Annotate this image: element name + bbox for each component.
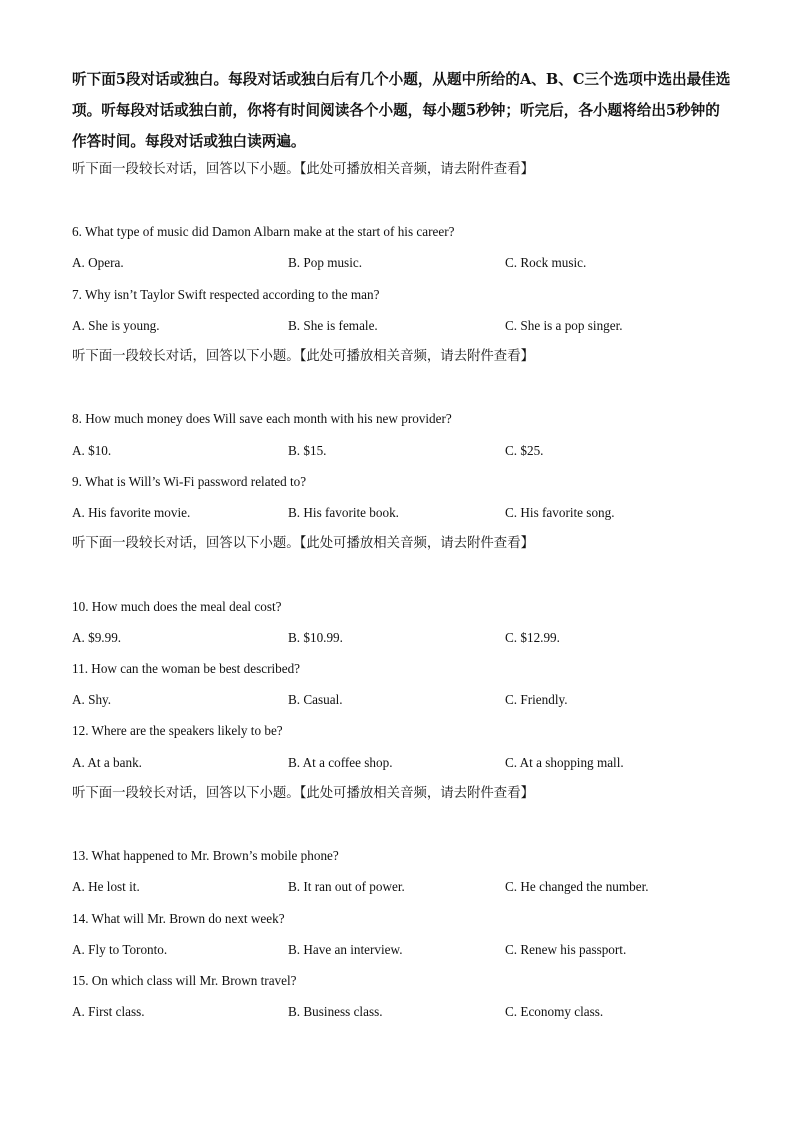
q15-option-a[interactable]: A. First class. bbox=[72, 1004, 145, 1019]
q13-option-c[interactable]: C. He changed the number. bbox=[505, 879, 649, 894]
question-7: 7. Why isn’t Taylor Swift respected according to the man? bbox=[72, 287, 380, 302]
q7-option-b[interactable]: B. She is female. bbox=[288, 318, 378, 333]
q6-option-b[interactable]: B. Pop music. bbox=[288, 255, 363, 270]
q13-option-b[interactable]: B. It ran out of power. bbox=[288, 879, 405, 894]
q9-option-a[interactable]: A. His favorite movie. bbox=[72, 505, 191, 520]
section-intro-1: 听下面一段较长对话，回答以下小题。【此处可播放相关音频，请去附件查看】 bbox=[72, 162, 534, 177]
question-9: 9. What is Will’s Wi-Fi password related to? bbox=[72, 474, 307, 489]
q11-option-b[interactable]: B. Casual. bbox=[288, 692, 343, 707]
q9-option-b[interactable]: B. His favorite book. bbox=[288, 505, 399, 520]
q12-option-c[interactable]: C. At a shopping mall. bbox=[505, 755, 624, 770]
section-intro-2: 听下面一段较长对话，回答以下小题。【此处可播放相关音频，请去附件查看】 bbox=[72, 349, 534, 364]
q6-option-c[interactable]: C. Rock music. bbox=[505, 255, 587, 270]
q11-option-a[interactable]: A. Shy. bbox=[72, 692, 112, 707]
listening-instructions: 听下面5段对话或独白。每段对话或独白后有几个小题，从题中所给的A、B、C三个选项中选出最佳选项。听每段对话或独白前，你将有时间阅读各个小题，每小题5秒钟；听完后，各小题将给出5秒钟的作答时间。每段对话或独白读两遍。 bbox=[72, 71, 731, 150]
question-15: 15. On which class will Mr. Brown travel? bbox=[72, 973, 297, 988]
q13-option-a[interactable]: A. He lost it. bbox=[72, 879, 140, 894]
q7-option-c[interactable]: C. She is a pop singer. bbox=[505, 318, 623, 333]
q7-option-a[interactable]: A. She is young. bbox=[72, 318, 160, 333]
q15-option-b[interactable]: B. Business class. bbox=[288, 1004, 383, 1019]
q15-option-c[interactable]: C. Economy class. bbox=[505, 1004, 604, 1019]
q8-option-b[interactable]: B. $15. bbox=[288, 443, 327, 458]
q8-option-c[interactable]: C. $25. bbox=[505, 443, 544, 458]
question-10: 10. How much does the meal deal cost? bbox=[72, 599, 282, 614]
section-intro-3: 听下面一段较长对话，回答以下小题。【此处可播放相关音频，请去附件查看】 bbox=[72, 536, 534, 551]
q8-option-a[interactable]: A. $10. bbox=[72, 443, 112, 458]
q12-option-a[interactable]: A. At a bank. bbox=[72, 755, 142, 770]
question-12: 12. Where are the speakers likely to be? bbox=[72, 723, 283, 738]
q11-option-c[interactable]: C. Friendly. bbox=[505, 692, 568, 707]
q12-option-b[interactable]: B. At a coffee shop. bbox=[288, 755, 393, 770]
question-11: 11. How can the woman be best described? bbox=[72, 661, 301, 676]
question-6: 6. What type of music did Damon Albarn make at the start of his career? bbox=[72, 224, 455, 239]
question-14: 14. What will Mr. Brown do next week? bbox=[72, 911, 285, 926]
q9-option-c[interactable]: C. His favorite song. bbox=[505, 505, 615, 520]
section-intro-4: 听下面一段较长对话，回答以下小题。【此处可播放相关音频，请去附件查看】 bbox=[72, 786, 534, 801]
question-8: 8. How much money does Will save each month with his new provider? bbox=[72, 411, 452, 426]
q10-option-a[interactable]: A. $9.99. bbox=[72, 630, 122, 645]
q14-option-c[interactable]: C. Renew his passport. bbox=[505, 942, 627, 957]
q10-option-c[interactable]: C. $12.99. bbox=[505, 630, 560, 645]
question-13: 13. What happened to Mr. Brown’s mobile phone? bbox=[72, 848, 339, 863]
q14-option-b[interactable]: B. Have an interview. bbox=[288, 942, 403, 957]
q14-option-a[interactable]: A. Fly to Toronto. bbox=[72, 942, 168, 957]
q10-option-b[interactable]: B. $10.99. bbox=[288, 630, 343, 645]
q6-option-a[interactable]: A. Opera. bbox=[72, 255, 124, 270]
